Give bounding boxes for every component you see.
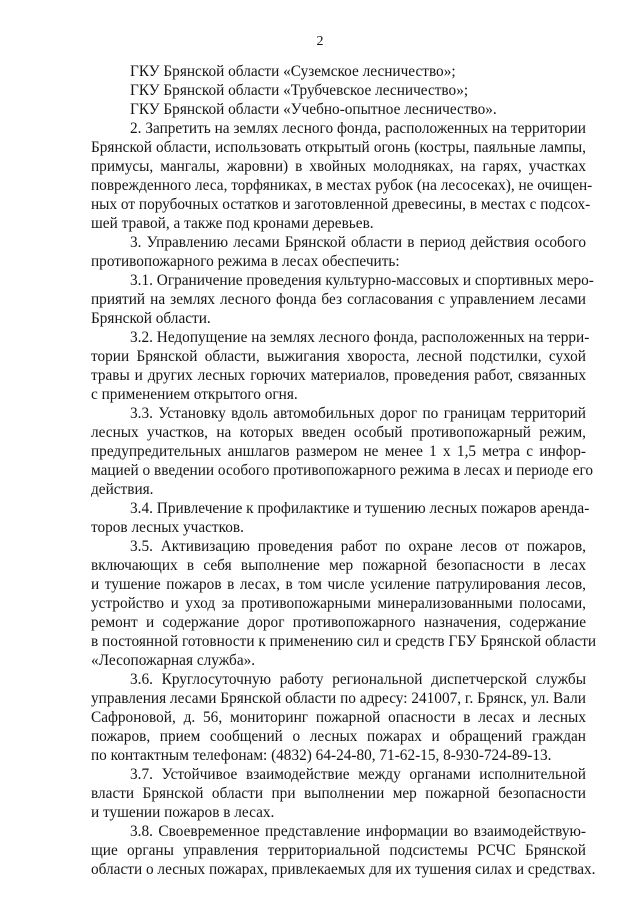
text-line: 3.5. Активизацию проведения работ по охране лесов от пожаров, <box>130 538 586 555</box>
text-line: приятий на землях лесного фонда без согласования с управлением лесами <box>91 291 586 308</box>
text-line: управления лесами Брянской области по адресу: 241007, г. Брянск, ул. Вали <box>91 690 586 707</box>
document-body <box>91 62 597 879</box>
text-line: Брянской области, использовать открытый огонь (костры, паяльные лампы, <box>91 139 586 156</box>
text-line: 3.8. Своевременное представление информации во взаимодействую- <box>130 823 586 840</box>
text-line: устройство и уход за противопожарными минерализованными полосами, <box>91 595 586 612</box>
text-line: Брянской области. <box>91 310 211 327</box>
text-line: 3.7. Устойчивое взаимодействие между органами исполнительной <box>130 766 586 783</box>
text-line: «Лесопожарная служба». <box>91 652 256 669</box>
text-line: ГКУ Брянской области «Трубчевское лесничество»; <box>130 82 469 99</box>
text-line: ремонт и содержание дорог противопожарного назначения, содержание <box>91 614 586 631</box>
text-line: действия. <box>91 481 154 498</box>
page-number: 2 <box>316 34 324 49</box>
text-line: области о лесных пожарах, привлекаемых для их тушения силах и средствах. <box>91 861 596 878</box>
text-line: 3.6. Круглосуточную работу региональной диспетчерской службы <box>130 671 586 688</box>
text-line: 2. Запретить на землях лесного фонда, расположенных на территории <box>130 120 586 137</box>
text-line: ГКУ Брянской области «Суземское лесничество»; <box>130 63 456 80</box>
text-line: щие органы управления территориальной подсистемы РСЧС Брянской <box>91 842 586 859</box>
text-line: травы и других лесных горючих материалов, проведения работ, связанных <box>91 367 586 384</box>
text-line: включающих в себя выполнение мер пожарной безопасности в лесах <box>91 557 586 574</box>
text-line: и тушение пожаров в лесах, в том числе усиление патрулирования лесов, <box>91 576 586 593</box>
text-line: власти Брянской области при выполнении мер пожарной безопасности <box>91 785 586 802</box>
text-line: 3.1. Ограничение проведения культурно-массовых и спортивных меро- <box>130 272 594 289</box>
text-line: 3.2. Недопущение на землях лесного фонда, расположенных на терри- <box>130 329 590 346</box>
text-line: с применением открытого огня. <box>91 386 298 403</box>
text-line: предупредительных аншлагов размером не менее 1 x 1,5 метра с инфор- <box>91 443 586 460</box>
text-line: мацией о введении особого противопожарного режима в лесах и периоде его <box>91 462 593 479</box>
text-line: 3.3. Установку вдоль автомобильных дорог по границам территорий <box>130 405 586 422</box>
text-line: ных от порубочных остатков и заготовленной древесины, в местах с подсох- <box>91 196 591 213</box>
text-line: и тушении пожаров в лесах. <box>91 804 275 821</box>
text-line: примусы, мангалы, жаровни) в хвойных молодняках, на гарях, участках <box>91 158 586 175</box>
text-line: пожаров, прием сообщений о лесных пожарах и обращений граждан <box>91 728 586 745</box>
text-line: лесных участков, на которых введен особый противопожарный режим, <box>91 424 586 441</box>
text-line: шей травой, а также под кронами деревьев. <box>91 215 374 232</box>
text-line: в постоянной готовности к применению сил и средств ГБУ Брянской области <box>91 633 597 650</box>
text-line: 3.4. Привлечение к профилактике и тушению лесных пожаров арендa- <box>130 500 590 517</box>
text-line: Сафроновой, д. 56, мониторинг пожарной опасности в лесах и лесных <box>91 709 586 726</box>
text-line: торов лесных участков. <box>91 519 244 536</box>
text-line: тории Брянской области, выжигания хвороста, лесной подстилки, сухой <box>91 348 586 365</box>
text-line: по контактным телефонам: (4832) 64-24-80, 71-62-15, 8-930-724-89-13. <box>91 747 552 764</box>
text-line: противопожарного режима в лесах обеспечить: <box>91 253 400 270</box>
text-line: поврежденного леса, торфяниках, в местах рубок (на лесосеках), не очищен- <box>91 177 593 194</box>
text-line: 3. Управлению лесами Брянской области в период действия особого <box>130 234 586 251</box>
text-line: ГКУ Брянской области «Учебно-опытное лесничество». <box>130 101 497 118</box>
